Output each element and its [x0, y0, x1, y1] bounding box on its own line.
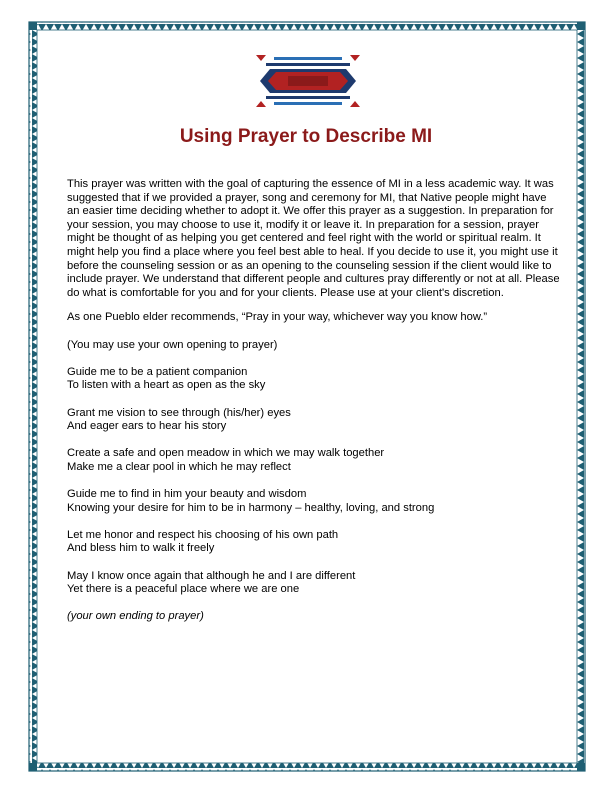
stanza-line: And eager ears to hear his story [67, 420, 227, 433]
stanza-line: Grant me vision to see through (his/her) eyes [67, 406, 291, 419]
stanza-line: May I know once again that although he and I are different [67, 569, 356, 582]
stanza [67, 407, 561, 434]
stanza [67, 488, 561, 515]
page-title: Using Prayer to Describe MI [179, 126, 433, 147]
opening-note: (You may use your own opening to prayer) [67, 338, 278, 351]
elder-quote: As one Pueblo elder recommends, “Pray in your way, whichever way you know how.” [67, 311, 488, 324]
intro-paragraph: This prayer was written with the goal of capturing the essence of MI in a less academic way. It was suggested that if we provided a prayer, song and ceremony for MI, that Native people might have an easier time deciding whether to adopt it. We offer this prayer as a suggestion. In preparation for your session, you may choose to use it, modify it or leave it. In preparation for a session, prayer might be thought of as helping you get centered and feel right with the world or spiritual realm. It might help you find a place where you feel best able to heal. If you decide to use it, you might use it before the counseling session or as an opening to the counseling session if the client would like to include prayer. We understand that different people and cultures pray differently or not at all. Please do what is comfortable for you and for your clients. Please use at your client's discretion. [67, 178, 560, 299]
stanza-line: Let me honor and respect his choosing of his own path [67, 528, 339, 541]
stanza-line: Make me a clear pool in which he may reflect [67, 460, 291, 473]
stanza [67, 366, 561, 393]
stanza-line: Guide me to find in him your beauty and wisdom [67, 488, 307, 501]
stanza-line: Guide me to be a patient companion [67, 365, 248, 378]
stanza-line: Create a safe and open meadow in which we may walk together [67, 447, 385, 460]
stanza [67, 570, 561, 597]
stanza-line: And bless him to walk it freely [67, 542, 215, 555]
stanza-line: Knowing your desire for him to be in harmony – healthy, loving, and strong [67, 501, 435, 514]
stanza [67, 529, 561, 556]
closing-note: (your own ending to prayer) [67, 610, 204, 623]
stanza [67, 447, 561, 474]
prayer-body [67, 178, 561, 638]
native-pattern-logo [256, 55, 360, 107]
stanza-line: To listen with a heart as open as the sky [67, 379, 266, 392]
stanza-line: Yet there is a peaceful place where we are one [67, 583, 300, 596]
